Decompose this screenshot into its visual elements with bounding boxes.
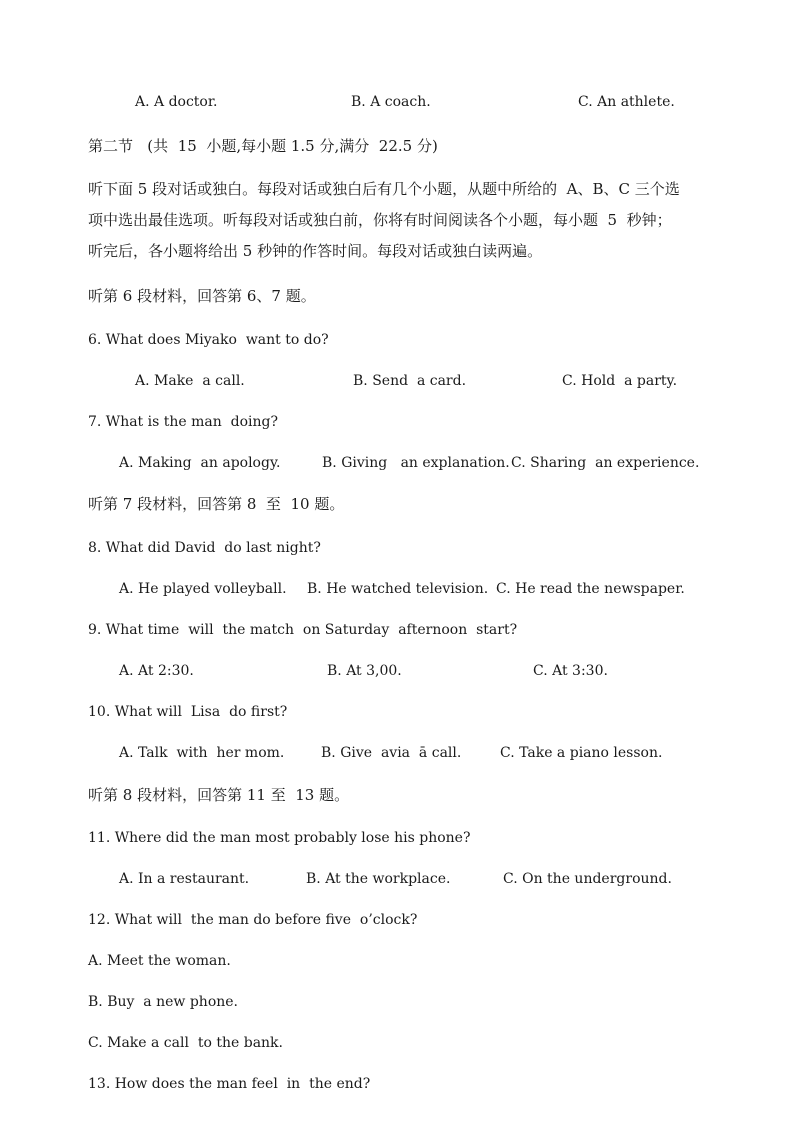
q5-option-a: A. A doctor.: [135, 94, 218, 110]
q12-option-c: C. Make a call to the bank.: [88, 1035, 283, 1051]
q11-option-b: B. At the workplace.: [306, 871, 451, 887]
q9-option-a: A. At 2:30.: [119, 663, 194, 679]
q7-option-b: B. Giving an explanation.: [322, 455, 510, 471]
question-8: 8. What did David do last night?: [88, 540, 321, 556]
question-7: 7. What is the man doing?: [88, 414, 279, 430]
group-heading-7: 听第 7 段材料，回答第 8 至 10 题。: [88, 495, 345, 513]
q12-option-b: B. Buy a new phone.: [88, 994, 238, 1010]
group-heading-8: 听第 8 段材料，回答第 11 至 13 题。: [88, 786, 350, 804]
question-9: 9. What time will the match on Saturday afternoon start?: [88, 622, 518, 638]
q6-option-a: A. Make a call.: [135, 373, 245, 389]
question-13: 13. How does the man feel in the end?: [88, 1076, 371, 1092]
q6-option-c: C. Hold a party.: [562, 373, 678, 389]
q5-option-c: C. An athlete.: [578, 94, 675, 110]
instructions-line-2: 项中选出最佳选项。听每段对话或独白前，你将有时间阅读各个小题，每小题 5 秒钟；: [88, 211, 672, 229]
q10-option-b: B. Give avia ā call.: [321, 745, 462, 761]
instructions-line-3: 听完后，各小题将给出 5 秒钟的作答时间。每段对话或独白读两遍。: [88, 242, 543, 260]
q10-option-c: C. Take a piano lesson.: [500, 745, 663, 761]
q8-option-c: C. He read the newspaper.: [496, 581, 685, 597]
instructions-line-1: 听下面 5 段对话或独白。每段对话或独白后有几个小题，从题中所给的 A、B、C 三个选: [88, 180, 680, 198]
question-12: 12. What will the man do before five o’clock?: [88, 912, 418, 928]
q12-option-a: A. Meet the woman.: [88, 953, 231, 969]
question-10: 10. What will Lisa do first?: [88, 704, 288, 720]
q9-option-b: B. At 3,00.: [327, 663, 402, 679]
q11-option-a: A. In a restaurant.: [119, 871, 250, 887]
q10-option-a: A. Talk with her mom.: [119, 745, 285, 761]
q11-option-c: C. On the underground.: [503, 871, 672, 887]
q8-option-b: B. He watched television.: [307, 581, 489, 597]
q8-option-a: A. He played volleyball.: [119, 581, 287, 597]
q7-option-c: C. Sharing an experience.: [511, 455, 700, 471]
q6-option-b: B. Send a card.: [353, 373, 467, 389]
q9-option-c: C. At 3:30.: [533, 663, 608, 679]
group-heading-6: 听第 6 段材料，回答第 6、7 题。: [88, 287, 316, 305]
section-heading: 第二节 (共 15 小题,每小题 1.5 分,满分 22.5 分): [88, 137, 438, 155]
q5-option-b: B. A coach.: [351, 94, 431, 110]
q7-option-a: A. Making an apology.: [119, 455, 281, 471]
question-11: 11. Where did the man most probably lose his phone?: [88, 830, 471, 846]
question-6: 6. What does Miyako want to do?: [88, 332, 329, 348]
